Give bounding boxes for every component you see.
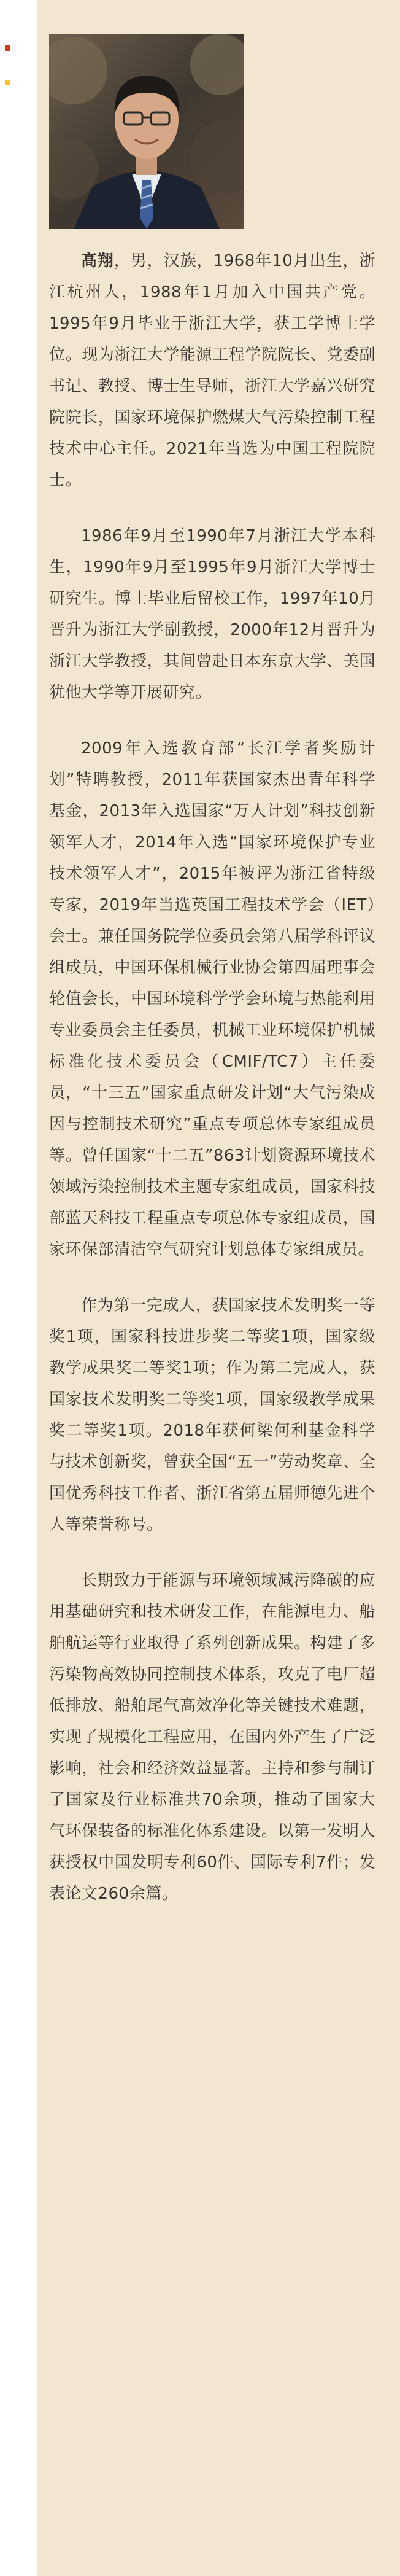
side-accent-strip bbox=[0, 0, 15, 2576]
honors-paragraph: 2009年入选教育部“长江学者奖励计划”特聘教授，2011年获国家杰出青年科学基金，2013年入选国家“万人计划”科技创新领军人才，2014年入选“国家环境保护专业技术领军人才”，2015年被评为浙江省特级专家，2019年当选英国工程技术学会（IET）会士。兼任国务院学位委员会第八届学科评议组成员，中国环保机械行业协会第四届理事会轮值会长，中国环境科学学会环境与热能利用专业委员会主任委员，机械工业环境保护机械标准化技术委员会（CMIF/TC7）主任委员，“十三五”国家重点研发计划“大气污染成因与控制技术研究”重点专项总体专家组成员等。曾任国家“十二五”863计划资源环境技术领域污染控制技术主题专家组成员，国家科技部蓝天科技工程重点专项总体专家组成员，国家环保部清洁空气研究计划总体专家组成员。 bbox=[49, 739, 375, 1259]
awards-paragraph: 作为第一完成人，获国家技术发明奖一等奖1项，国家科技进步奖二等奖1项，国家级教学成果奖二等奖1项；作为第二完成人，获国家技术发明奖二等奖1项，国家级教学成果奖二等奖1项。2018年获何梁何利基金科学与技术创新奖，曾获全国“五一”劳动奖章、全国优秀科技工作者、浙江省第五届师德先进个人等荣誉称号。 bbox=[49, 1296, 375, 1534]
education-paragraph: 1986年9月至1990年7月浙江大学本科生，1990年9月至1995年9月浙江大学博士研究生。博士毕业后留校工作，1997年10月晋升为浙江大学副教授，2000年12月晋升为浙江大学教授，其间曾赴日本东京大学、美国犹他大学等开展研究。 bbox=[49, 527, 375, 702]
red-square-marker bbox=[5, 45, 10, 51]
person-name: 高翔 bbox=[81, 252, 114, 270]
portrait-photo bbox=[49, 34, 244, 229]
intro-paragraph bbox=[49, 246, 375, 496]
biography-text bbox=[49, 246, 375, 1934]
research-paragraph: 长期致力于能源与环境领域减污降碳的应用基础研究和技术研发工作，在能源电力、船舶航运等行业取得了系列创新成果。构建了多污染物高效协同控制技术体系，攻克了电厂超低排放、船舶尾气高效净化等关键技术难题，实现了规模化工程应用，在国内外产生了广泛影响，社会和经济效益显著。主持和参与制订了国家及行业标准共70余项，推动了国家大气环保装备的标准化体系建设。以第一发明人获授权中国发明专利60件、国际专利7件；发表论文260余篇。 bbox=[49, 1571, 375, 1903]
yellow-square-marker bbox=[5, 80, 10, 85]
intro-text: ，男，汉族，1968年10月出生，浙江杭州人，1988年1月加入中国共产党。1995年9月毕业于浙江大学，获工学博士学位。现为浙江大学能源工程学院院长、党委副书记、教授、博士生导师，浙江大学嘉兴研究院院长，国家环境保护燃煤大气污染控制工程技术中心主任。2021年当选为中国工程院院士。 bbox=[49, 252, 375, 489]
